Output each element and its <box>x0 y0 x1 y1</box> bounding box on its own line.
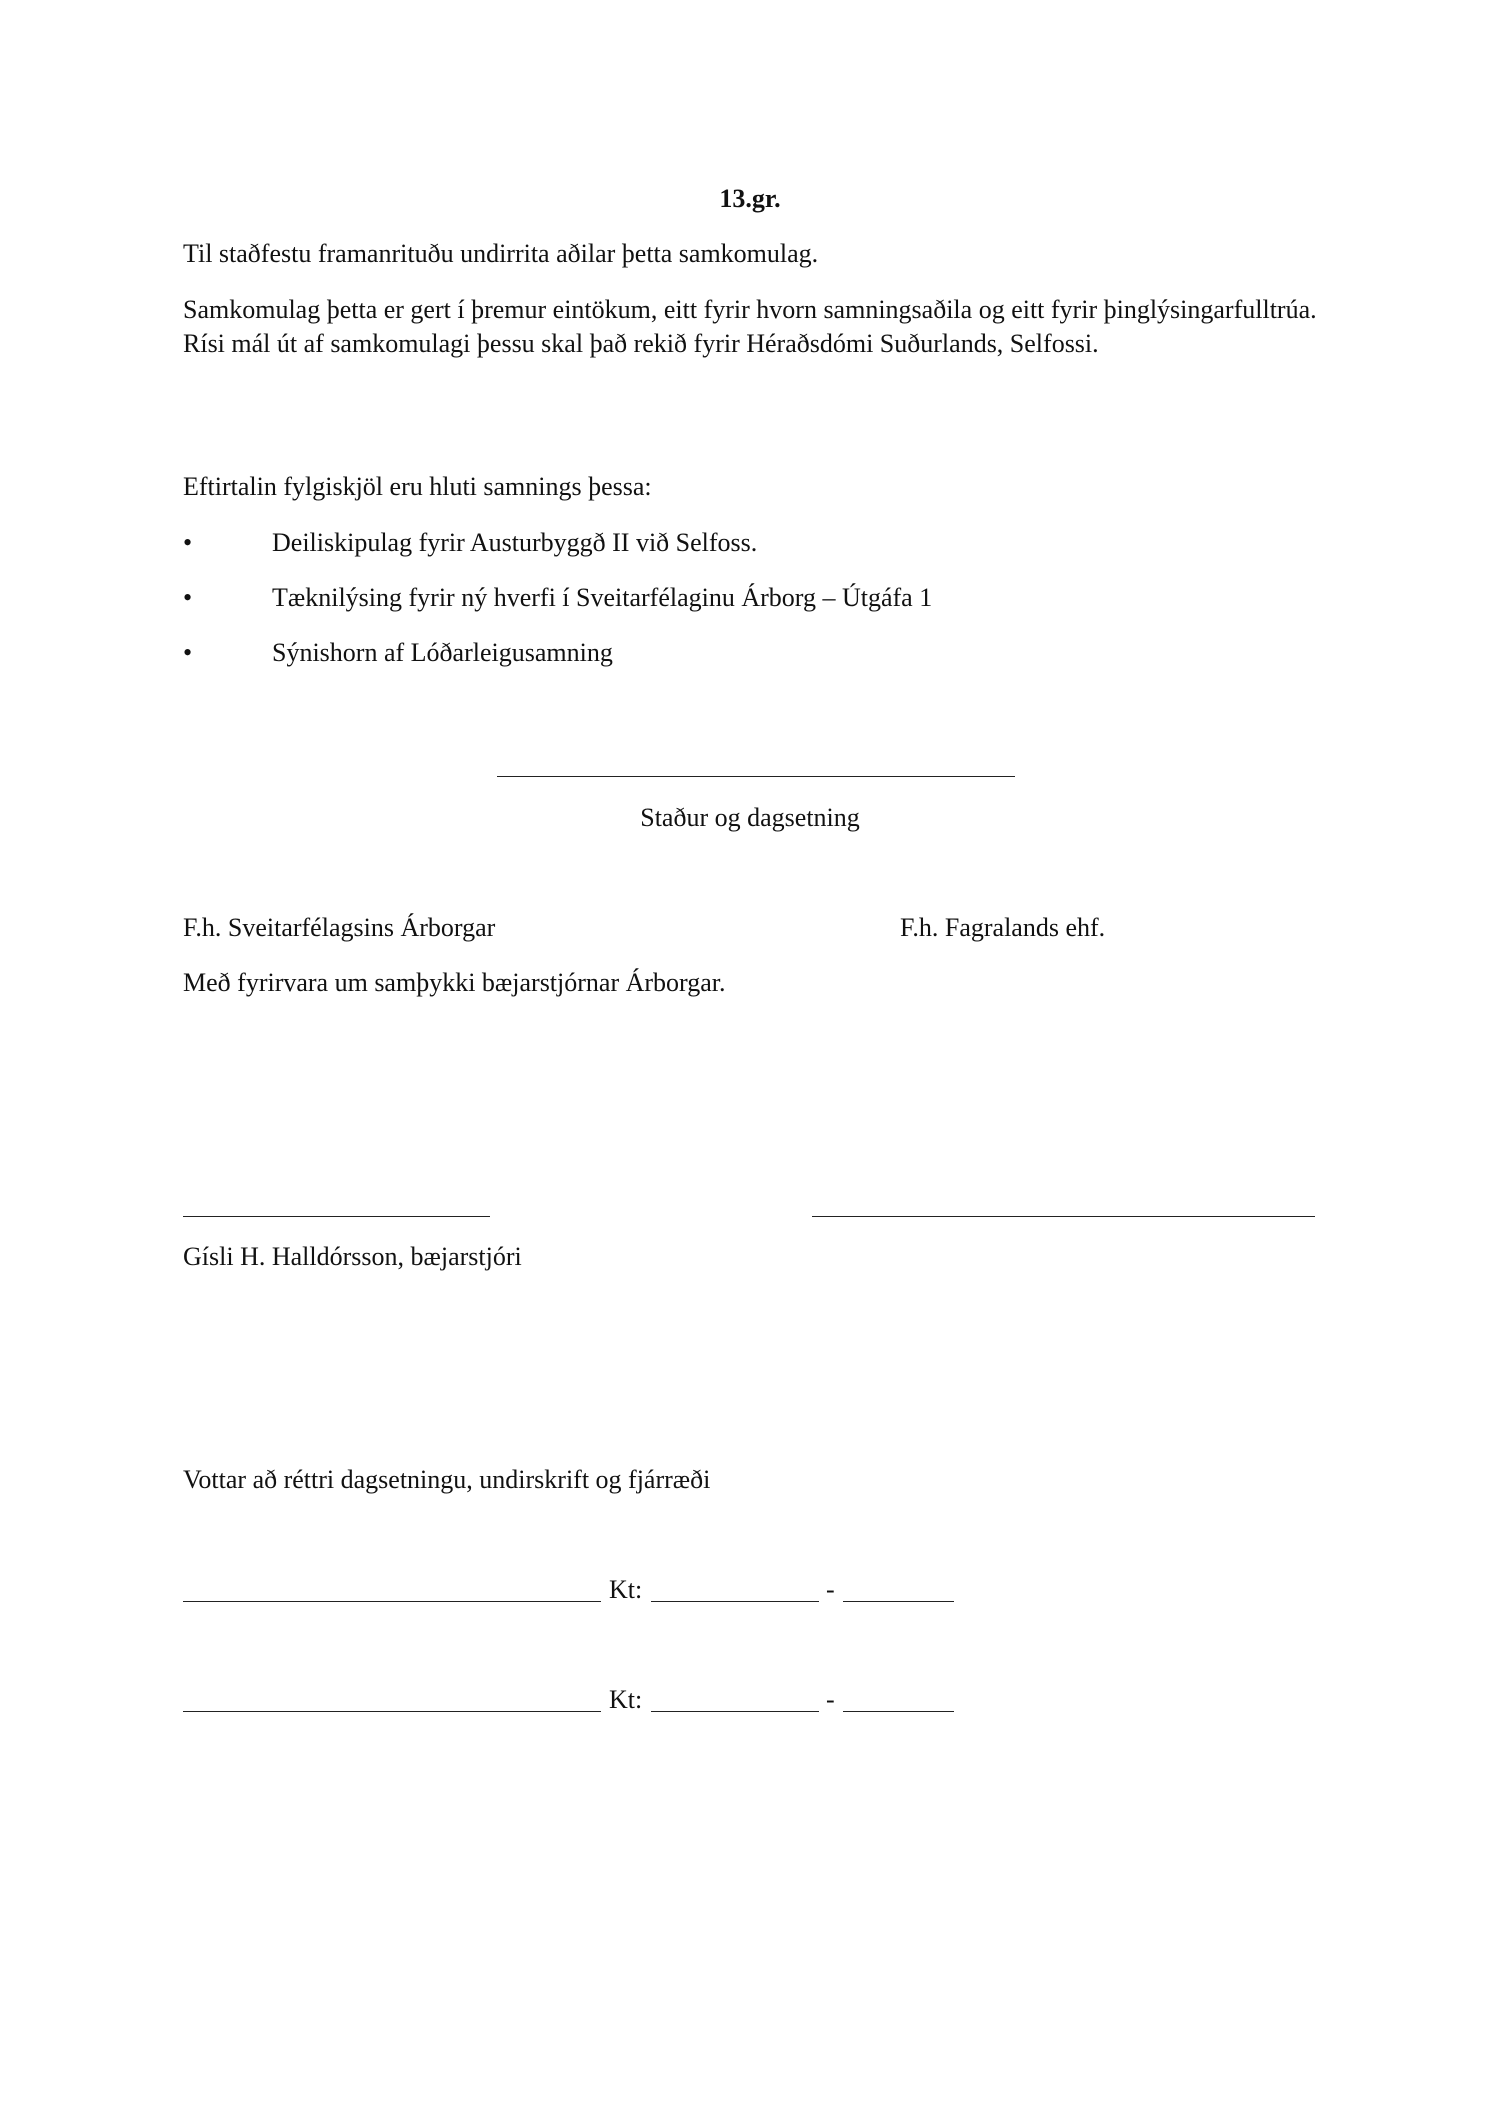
bullet-icon: • <box>183 528 193 557</box>
place-date-signature-line[interactable] <box>497 776 1015 777</box>
attachment-item: Deiliskipulag fyrir Austurbyggð II við Selfoss. <box>272 528 758 557</box>
signature-line-right[interactable] <box>812 1216 1315 1217</box>
place-date-label: Staður og dagsetning <box>640 803 860 832</box>
kt-dash: - <box>826 1575 835 1604</box>
reservation-note: Með fyrirvara um samþykki bæjarstjórnar Árborgar. <box>183 968 726 997</box>
intro-paragraph: Til staðfestu framanrituðu undirrita aðilar þetta samkomulag. <box>183 239 819 268</box>
signatory-left-name: Gísli H. Halldórsson, bæjarstjóri <box>183 1242 522 1271</box>
signature-line-left[interactable] <box>183 1216 490 1217</box>
attachment-item: Tæknilýsing fyrir ný hverfi í Sveitarfélaginu Árborg – Útgáfa 1 <box>272 583 933 612</box>
kt-second-part-line[interactable] <box>843 1601 954 1602</box>
witness-title: Vottar að réttri dagsetningu, undirskrift og fjárræði <box>183 1465 711 1494</box>
bullet-icon: • <box>183 638 193 667</box>
copies-paragraph: Samkomulag þetta er gert í þremur eintökum, eitt fyrir hvorn samningsaðila og eitt fyrir þinglýsingarfulltrúa. Rísi mál út af samkomulagi þessu skal það rekið fyrir Héraðsdómi Suðurlands, Selfossi. <box>183 295 1317 358</box>
bullet-icon: • <box>183 583 193 612</box>
attachments-title: Eftirtalin fylgiskjöl eru hluti samnings þessa: <box>183 472 652 501</box>
witness-signature-line[interactable] <box>183 1711 601 1712</box>
kt-first-part-line[interactable] <box>651 1711 819 1712</box>
kt-label: Kt: <box>609 1575 643 1604</box>
section-heading: 13.gr. <box>719 184 781 213</box>
kt-dash: - <box>826 1685 835 1714</box>
party-right-label: F.h. Fagralands ehf. <box>900 913 1106 942</box>
attachment-item: Sýnishorn af Lóðarleigusamning <box>272 638 613 667</box>
kt-second-part-line[interactable] <box>843 1711 954 1712</box>
witness-signature-line[interactable] <box>183 1601 601 1602</box>
party-left-label: F.h. Sveitarfélagsins Árborgar <box>183 913 496 942</box>
kt-first-part-line[interactable] <box>651 1601 819 1602</box>
kt-label: Kt: <box>609 1685 643 1714</box>
